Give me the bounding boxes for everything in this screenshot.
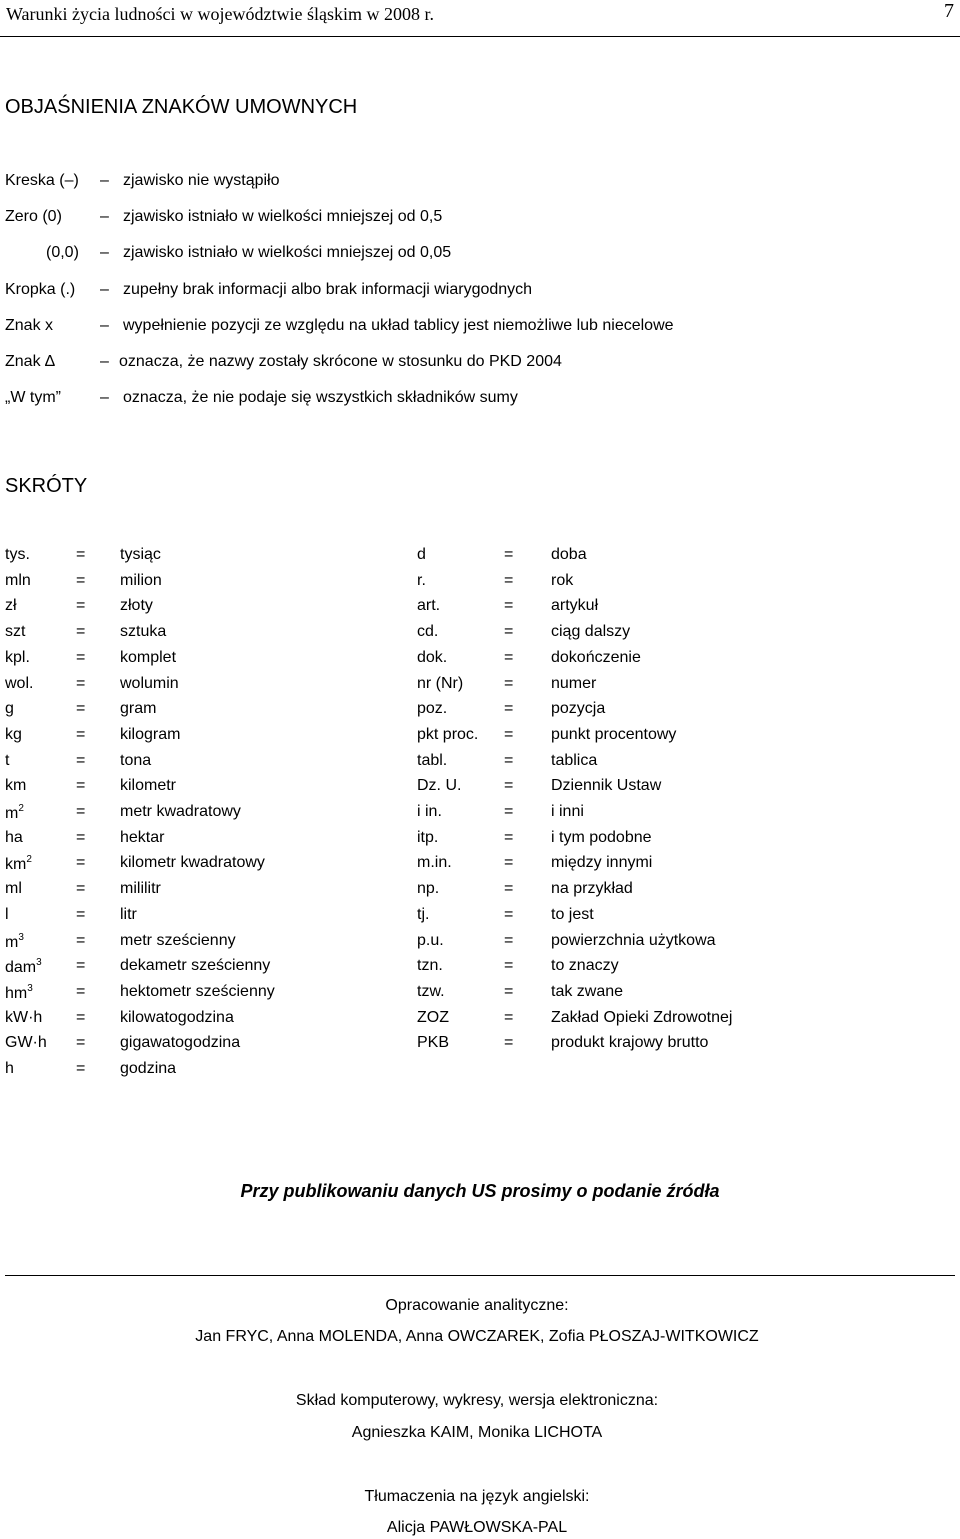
abbreviation-row <box>0 1009 960 1031</box>
abbreviation-row <box>0 777 960 799</box>
symbol-row <box>0 281 960 303</box>
equals-sign: = <box>76 1034 86 1052</box>
abbreviation-row <box>0 752 960 774</box>
symbol-dash: – <box>100 244 109 261</box>
abbreviation-term: zł <box>5 597 17 615</box>
abbreviation-row <box>0 803 960 825</box>
abbreviation-term: ha <box>5 828 23 846</box>
abbreviation-superscript: 3 <box>27 982 33 994</box>
running-header-title: Warunki życia ludności w województwie śląskim w 2008 r. <box>6 4 434 24</box>
abbreviation-row <box>0 649 960 671</box>
translation-author: Alicja PAWŁOWSKA-PAL <box>386 1519 568 1536</box>
symbol-row <box>0 244 960 266</box>
symbol-label: (0,0) <box>46 244 79 261</box>
symbol-row <box>0 389 960 411</box>
equals-sign: = <box>504 880 514 898</box>
abbreviation-row <box>0 572 960 594</box>
symbol-description: zupełny brak informacji albo brak informacji wiarygodnych <box>123 281 533 298</box>
abbreviation-row <box>0 1060 960 1082</box>
equals-sign: = <box>76 982 86 1000</box>
symbol-label: Kreska (–) <box>5 172 79 189</box>
equals-sign: = <box>504 803 514 820</box>
symbol-label: Kropka (.) <box>5 281 76 298</box>
abbreviation-meaning: rok <box>551 571 574 589</box>
abbreviation-term: np. <box>417 880 440 898</box>
abbreviation-term-wrapper <box>5 854 32 874</box>
analysis-authors: Jan FRYC, Anna MOLENDA, Anna OWCZAREK, Zofia PŁOSZAJ-WITKOWICZ <box>195 1328 759 1345</box>
abbreviation-meaning: i tym podobne <box>551 828 652 846</box>
abbreviation-meaning: tona <box>120 751 152 769</box>
symbol-description: zjawisko istniało w wielkości mniejszej od 0,5 <box>123 208 443 225</box>
abbreviation-meaning: tysiąc <box>120 546 161 563</box>
equals-sign: = <box>76 931 86 949</box>
abbreviation-meaning: kilometr <box>120 777 177 795</box>
symbol-dash: – <box>100 353 109 370</box>
equals-sign: = <box>504 957 514 975</box>
equals-sign: = <box>504 777 514 795</box>
equals-sign: = <box>76 700 86 718</box>
abbreviation-term: mln <box>5 571 31 589</box>
abbreviation-term-wrapper <box>5 983 33 1003</box>
page-number: 7 <box>944 0 954 22</box>
typesetting-authors: Agnieszka KAIM, Monika LICHOTA <box>351 1424 603 1441</box>
abbreviation-superscript: 2 <box>26 854 32 866</box>
abbreviation-meaning: złoty <box>120 597 153 615</box>
abbreviation-meaning: to jest <box>551 905 594 923</box>
abbreviation-meaning: kilometr kwadratowy <box>120 854 265 872</box>
symbol-row <box>0 353 960 375</box>
abbreviation-row <box>0 829 960 851</box>
abbreviation-term: dok. <box>417 648 448 666</box>
equals-sign: = <box>76 1008 86 1026</box>
equals-sign: = <box>76 571 86 589</box>
abbreviation-superscript: 3 <box>18 931 24 943</box>
abbreviation-term: t <box>5 751 10 769</box>
abbreviation-term: km <box>5 856 27 874</box>
symbol-description: wypełnienie pozycji ze względu na układ tablicy jest niemożliwe lub niecelowe <box>123 317 674 334</box>
equals-sign: = <box>76 828 86 846</box>
abbreviation-term: g <box>5 700 14 718</box>
abbreviation-term: i in. <box>417 803 442 820</box>
abbreviation-superscript: 2 <box>18 803 24 814</box>
abbreviation-row <box>0 854 960 876</box>
abbreviation-meaning: Dziennik Ustaw <box>551 777 662 795</box>
abbreviation-row <box>0 597 960 619</box>
equals-sign: = <box>76 880 86 898</box>
equals-sign: = <box>76 1060 86 1077</box>
translation-label: Tłumaczenia na język angielski: <box>364 1488 590 1505</box>
abbreviation-meaning: i inni <box>551 803 584 820</box>
abbreviation-meaning: produkt krajowy brutto <box>551 1034 709 1052</box>
header-divider <box>0 36 960 37</box>
abbreviation-term: itp. <box>417 828 439 846</box>
equals-sign: = <box>76 854 86 872</box>
equals-sign: = <box>504 648 514 666</box>
abbreviation-row <box>0 957 960 979</box>
equals-sign: = <box>504 725 514 743</box>
equals-sign: = <box>76 905 86 923</box>
citation-note: Przy publikowaniu danych US prosimy o podanie źródła <box>240 1181 720 1201</box>
abbreviation-meaning: dokończenie <box>551 648 641 666</box>
abbreviation-meaning: hektar <box>120 828 165 846</box>
abbreviation-row <box>0 906 960 928</box>
abbreviation-term: kg <box>5 725 22 743</box>
symbol-description: oznacza, że nazwy zostały skrócone w stosunku do PKD 2004 <box>119 353 562 370</box>
abbreviation-term: tabl. <box>417 751 448 769</box>
abbreviation-meaning: doba <box>551 546 587 563</box>
abbreviation-meaning: kilowatogodzina <box>120 1008 234 1026</box>
abbreviation-term: dam <box>5 959 37 977</box>
abbreviation-term: m <box>5 933 19 951</box>
abbreviation-meaning: komplet <box>120 648 177 666</box>
abbreviation-meaning: Zakład Opieki Zdrowotnej <box>551 1008 733 1026</box>
abbreviation-meaning: na przykład <box>551 880 633 898</box>
abbreviation-meaning: dekametr sześcienny <box>120 957 271 975</box>
abbreviation-row <box>0 675 960 697</box>
equals-sign: = <box>504 905 514 923</box>
equals-sign: = <box>504 623 514 641</box>
equals-sign: = <box>76 597 86 615</box>
symbol-dash: – <box>100 172 109 189</box>
abbreviation-meaning: tablica <box>551 751 598 769</box>
symbol-description: zjawisko nie wystąpiło <box>123 172 280 189</box>
abbreviation-meaning: punkt procentowy <box>551 725 677 743</box>
symbol-row <box>0 208 960 230</box>
abbreviation-row <box>0 932 960 954</box>
abbreviation-meaning: hektometr sześcienny <box>120 982 275 1000</box>
abbreviation-row <box>0 726 960 748</box>
abbreviation-term: poz. <box>417 700 448 718</box>
abbreviation-meaning: numer <box>551 674 597 692</box>
abbreviation-term: wol. <box>5 674 34 692</box>
symbol-label: Znak ∆ <box>5 353 55 370</box>
symbol-label: Znak x <box>5 317 54 334</box>
abbreviation-term: tys. <box>5 546 30 563</box>
abbreviation-term-wrapper <box>5 932 24 952</box>
symbols-section-title: OBJAŚNIENIA ZNAKÓW UMOWNYCH <box>5 96 358 118</box>
abbreviation-meaning: litr <box>120 905 137 923</box>
symbol-dash: – <box>100 208 109 225</box>
abbreviation-superscript: 3 <box>36 957 42 969</box>
abbreviation-meaning: między innymi <box>551 854 653 872</box>
equals-sign: = <box>504 597 514 615</box>
equals-sign: = <box>76 957 86 975</box>
symbol-dash: – <box>100 317 109 334</box>
abbreviation-term: pkt proc. <box>417 725 479 743</box>
abbreviation-term: tj. <box>417 905 430 923</box>
symbol-description: oznacza, że nie podaje się wszystkich składników sumy <box>123 389 518 406</box>
equals-sign: = <box>76 725 86 743</box>
abbreviation-term: km <box>5 777 27 795</box>
abbreviation-row <box>0 983 960 1005</box>
symbol-dash: – <box>100 281 109 298</box>
abbreviation-meaning: tak zwane <box>551 982 624 1000</box>
equals-sign: = <box>504 828 514 846</box>
abbreviation-meaning: kilogram <box>120 725 181 743</box>
abbreviation-row <box>0 623 960 645</box>
abbreviation-meaning: pozycja <box>551 700 606 718</box>
equals-sign: = <box>504 571 514 589</box>
abbreviation-term: p.u. <box>417 931 444 949</box>
abbreviation-term: art. <box>417 597 441 615</box>
equals-sign: = <box>504 854 514 872</box>
abbreviation-meaning: sztuka <box>120 623 167 641</box>
abbreviations-section-title: SKRÓTY <box>5 475 88 497</box>
abbreviation-term-wrapper <box>5 803 24 823</box>
abbreviation-row <box>0 1034 960 1056</box>
equals-sign: = <box>504 546 514 563</box>
abbreviation-term: kpl. <box>5 648 30 666</box>
abbreviation-term: nr (Nr) <box>417 674 464 692</box>
abbreviation-term: ZOZ <box>417 1008 449 1026</box>
equals-sign: = <box>504 982 514 1000</box>
equals-sign: = <box>76 648 86 666</box>
abbreviation-term: l <box>5 905 9 923</box>
abbreviation-term-wrapper <box>5 957 42 977</box>
equals-sign: = <box>76 751 86 769</box>
equals-sign: = <box>504 1008 514 1026</box>
abbreviation-row <box>0 700 960 722</box>
abbreviation-meaning: artykuł <box>551 597 599 615</box>
abbreviation-term: kW·h <box>5 1008 43 1026</box>
symbol-row <box>0 172 960 194</box>
equals-sign: = <box>504 1034 514 1052</box>
abbreviation-meaning: mililitr <box>120 880 161 898</box>
footer-divider <box>5 1275 955 1276</box>
abbreviation-term: h <box>5 1060 14 1077</box>
abbreviation-meaning: gram <box>120 700 157 718</box>
symbol-description: zjawisko istniało w wielkości mniejszej od 0,05 <box>123 244 452 261</box>
abbreviation-term: r. <box>417 571 426 589</box>
abbreviation-term: ml <box>5 880 22 898</box>
abbreviation-meaning: milion <box>120 571 162 589</box>
abbreviation-row <box>0 880 960 902</box>
abbreviation-term: d <box>417 546 426 563</box>
equals-sign: = <box>504 674 514 692</box>
equals-sign: = <box>504 751 514 769</box>
abbreviation-meaning: godzina <box>120 1060 177 1077</box>
equals-sign: = <box>76 546 86 563</box>
abbreviation-meaning: wolumin <box>120 674 179 692</box>
abbreviation-meaning: ciąg dalszy <box>551 623 631 641</box>
symbol-label: „W tym” <box>5 389 61 406</box>
analysis-label: Opracowanie analityczne: <box>385 1297 569 1314</box>
abbreviation-term: PKB <box>417 1034 450 1052</box>
abbreviation-term: cd. <box>417 623 439 641</box>
equals-sign: = <box>76 623 86 641</box>
typesetting-label: Skład komputerowy, wykresy, wersja elektroniczna: <box>295 1392 659 1409</box>
abbreviation-term: GW·h <box>5 1034 47 1052</box>
equals-sign: = <box>76 777 86 795</box>
symbol-label: Zero (0) <box>5 208 62 225</box>
abbreviation-meaning: to znaczy <box>551 957 619 975</box>
abbreviation-term: szt <box>5 623 26 641</box>
abbreviation-meaning: metr kwadratowy <box>120 803 241 820</box>
equals-sign: = <box>504 700 514 718</box>
abbreviation-meaning: gigawatogodzina <box>120 1034 241 1052</box>
equals-sign: = <box>504 931 514 949</box>
equals-sign: = <box>76 674 86 692</box>
abbreviation-meaning: metr sześcienny <box>120 931 236 949</box>
abbreviation-meaning: powierzchnia użytkowa <box>551 931 716 949</box>
symbol-row <box>0 317 960 339</box>
equals-sign: = <box>76 803 86 820</box>
abbreviation-term: Dz. U. <box>417 777 462 795</box>
abbreviation-term: m <box>5 805 19 822</box>
abbreviation-term: hm <box>5 984 28 1002</box>
abbreviation-term: m.in. <box>417 854 452 872</box>
abbreviation-term: tzw. <box>417 982 445 1000</box>
symbol-dash: – <box>100 389 109 406</box>
abbreviation-term: tzn. <box>417 957 443 975</box>
abbreviation-row <box>0 546 960 568</box>
